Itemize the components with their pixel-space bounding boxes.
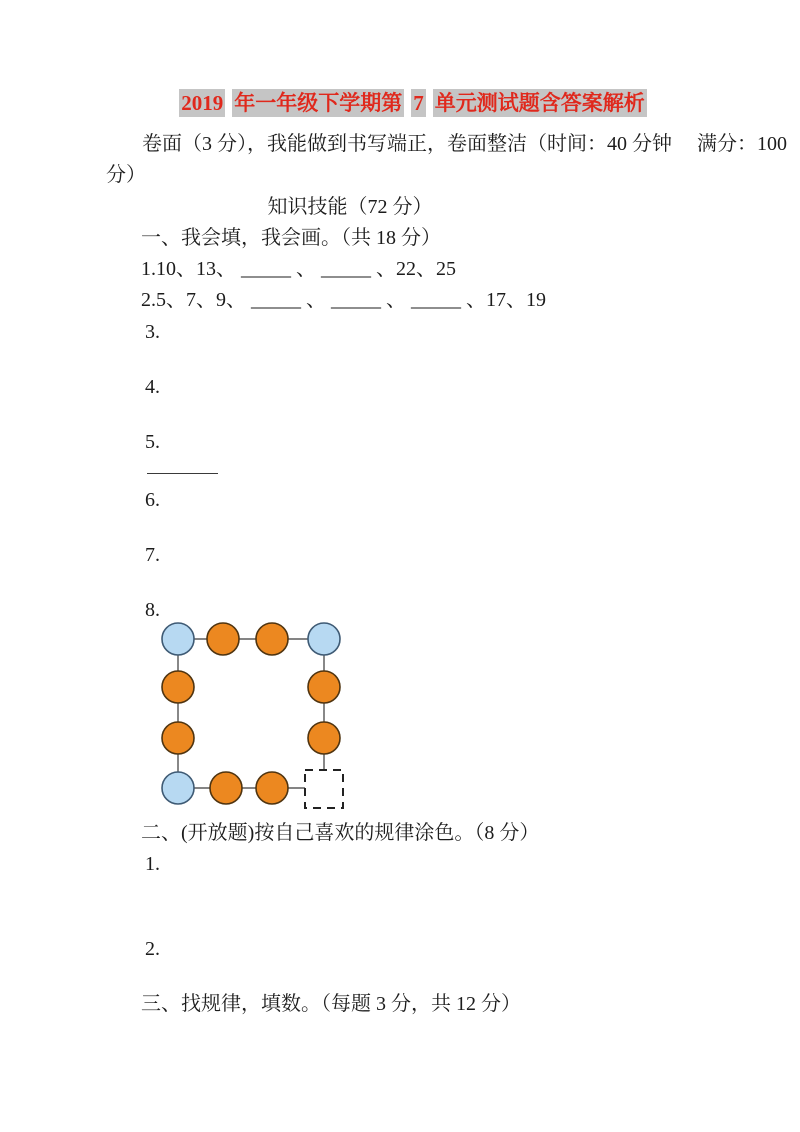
part1-header: 一、我会填，我会画。（共 18 分） (141, 227, 441, 249)
orange-pattern-circle (308, 722, 340, 754)
title-segment-unit-number: 7 (413, 91, 424, 115)
part1-question-1: 1.10、13、 _____ 、 _____ 、22、25 (141, 258, 456, 280)
blue-pattern-circle (162, 772, 194, 804)
exam-info-line-2: 分） (106, 164, 146, 186)
blue-pattern-circle (308, 623, 340, 655)
title-segment-grade: 年一年级下学期第 (234, 91, 403, 115)
orange-pattern-circle (308, 671, 340, 703)
part1-question-5-label: 5. (145, 431, 160, 453)
answer-blank-line (147, 459, 218, 474)
missing-shape-dashed-box (305, 770, 343, 808)
orange-pattern-circle (207, 623, 239, 655)
part3-header: 三、找规律，填数。（每题 3 分，共 12 分） (141, 993, 521, 1015)
orange-pattern-circle (162, 722, 194, 754)
part1-question-8-label: 8. (145, 599, 160, 621)
orange-pattern-circle (210, 772, 242, 804)
orange-pattern-circle (162, 671, 194, 703)
part1-question-2: 2.5、7、9、 _____ 、 _____ 、 _____ 、17、19 (141, 289, 546, 311)
part1-question-3-label: 3. (145, 321, 160, 343)
pattern-diagram (158, 618, 358, 814)
title-segment-year: 2019 (181, 91, 224, 115)
part1-question-6-label: 6. (145, 489, 160, 511)
orange-pattern-circle (256, 772, 288, 804)
part2-header: 二、(开放题)按自己喜欢的规律涂色。（8 分） (141, 822, 540, 844)
part1-question-7-label: 7. (145, 544, 160, 566)
part2-question-2-label: 2. (145, 938, 160, 960)
title-segment-suffix: 单元测试题含答案解析 (434, 91, 645, 115)
blue-pattern-circle (162, 623, 194, 655)
part2-question-1-label: 1. (145, 853, 160, 875)
orange-pattern-circle (256, 623, 288, 655)
part1-question-4-label: 4. (145, 376, 160, 398)
skills-section-header: 知识技能（72 分） (267, 196, 433, 218)
page-title (13, 89, 800, 117)
exam-info-line-1: 卷面（3 分），我能做到书写端正，卷面整洁（时间：40 分钟 满分：100 (142, 133, 787, 155)
pattern-diagram-container (158, 618, 358, 814)
